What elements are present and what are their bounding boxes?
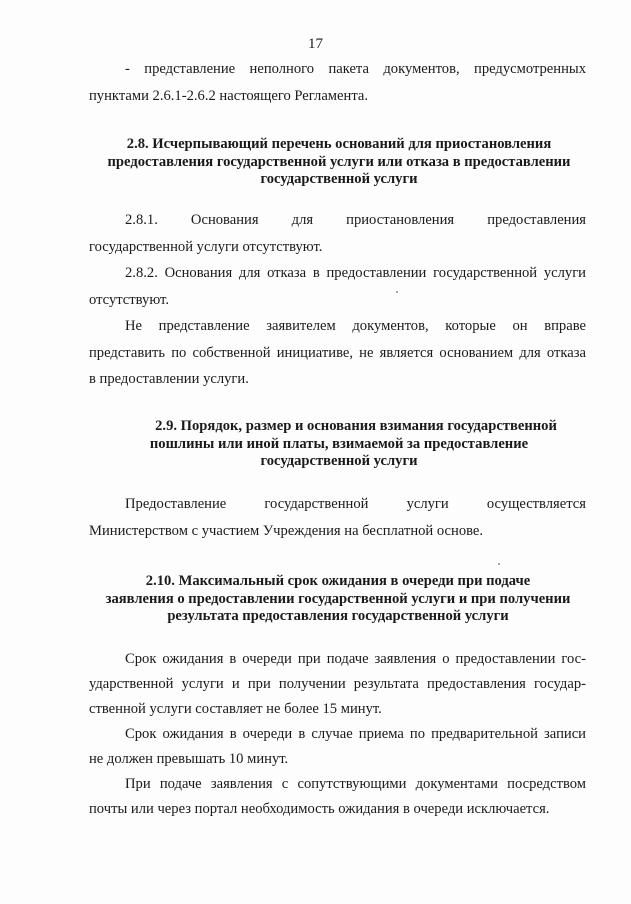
scan-speck — [498, 563, 500, 565]
section-2-10-p3-line-2: почты или через портал необходимость ожидания в очереди исключается. — [89, 801, 550, 817]
section-2-10-heading-line-3: результата предоставления государственной услуги — [167, 608, 509, 624]
section-2-8-body — [89, 207, 586, 393]
section-2-9-heading-line-2: пошлины или иной платы, взимаемой за предоставление — [149, 435, 529, 452]
intro-line-1 — [89, 56, 586, 83]
section-2-8-p3-line-1: Не представление заявителем документов, которые он вправе — [125, 318, 586, 334]
intro-paragraph — [89, 56, 586, 109]
section-2-10-p1-line-1: Срок ожидания в очереди при подаче заявления о предоставлении гос- — [125, 651, 586, 667]
p1-word-5: предоставления — [487, 212, 586, 228]
intro-line-2: пунктами 2.6.1-2.6.2 настоящего Регламента. — [89, 87, 368, 104]
section-2-10-p1-line-3: ственной услуги составляет не более 15 минут. — [89, 701, 382, 717]
s29-word-2: государственной — [264, 496, 369, 512]
section-2-10-heading-line-1: 2.10. Максимальный срок ожидания в очереди при подаче — [145, 573, 531, 589]
section-2-8-p3-line-3: в предоставлении услуги. — [89, 371, 249, 387]
section-2-8-heading — [96, 136, 582, 189]
section-2-9-p1-line-2: Министерством с участием Учреждения на бесплатной основе. — [89, 522, 484, 539]
section-2-10-body — [89, 647, 586, 822]
section-2-8-p2-line-2: отсутствуют. — [89, 291, 169, 308]
page-number: 17 — [308, 36, 323, 52]
section-2-8-p2-line-1: 2.8.2. Основания для отказа в предоставлении государственной услуги — [125, 265, 586, 281]
section-2-10-p2-line-1: Срок ожидания в очереди в случае приема по предварительной записи — [125, 726, 586, 742]
section-2-10-heading — [90, 573, 586, 626]
section-2-9-body — [89, 491, 586, 544]
p1-word-4: приостановления — [346, 212, 455, 228]
s29-word-3: услуги — [406, 496, 449, 512]
section-2-9-heading-line-3: государственной услуги — [260, 453, 418, 469]
section-2-8-heading-line-1: 2.8. Исчерпывающий перечень оснований для приостановления — [126, 136, 552, 152]
section-2-8-p1-line-2: государственной услуги отсутствуют. — [89, 238, 323, 255]
p1-word-1: 2.8.1. — [125, 212, 158, 228]
section-2-8-p1-line-1 — [89, 207, 586, 234]
section-2-10-heading-line-2: заявления о предоставлении государственной услуги и при получении — [105, 590, 571, 607]
s29-word-1: Предоставление — [125, 496, 227, 512]
section-2-9-p1-line-1 — [89, 491, 586, 518]
section-2-9-heading-line-1: 2.9. Порядок, размер и основания взимания государственной — [155, 418, 557, 434]
section-2-10-p2-line-2: не должен превышать 10 минут. — [89, 751, 289, 767]
section-2-10-p1-line-2: ударственной услуги и при получении результата предоставления государ- — [89, 676, 586, 692]
p1-word-2: Основания — [190, 212, 259, 228]
section-2-8-heading-line-3: государственной услуги — [260, 171, 418, 187]
p1-word-3: для — [291, 212, 314, 228]
section-2-10-p3-line-1: При подаче заявления с сопутствующими документами посредством — [125, 776, 586, 792]
section-2-8-p3-line-2: представить по собственной инициативе, не является основанием для отказа — [89, 344, 586, 361]
scan-speck — [396, 291, 398, 293]
section-2-8-heading-line-2: предоставления государственной услуги или отказа в предоставлении — [107, 153, 571, 170]
s29-word-4: осуществляется — [486, 496, 586, 512]
intro-line-1-text: - представление неполного пакета документов, предусмотренных — [125, 61, 586, 77]
section-2-9-heading — [96, 418, 582, 471]
